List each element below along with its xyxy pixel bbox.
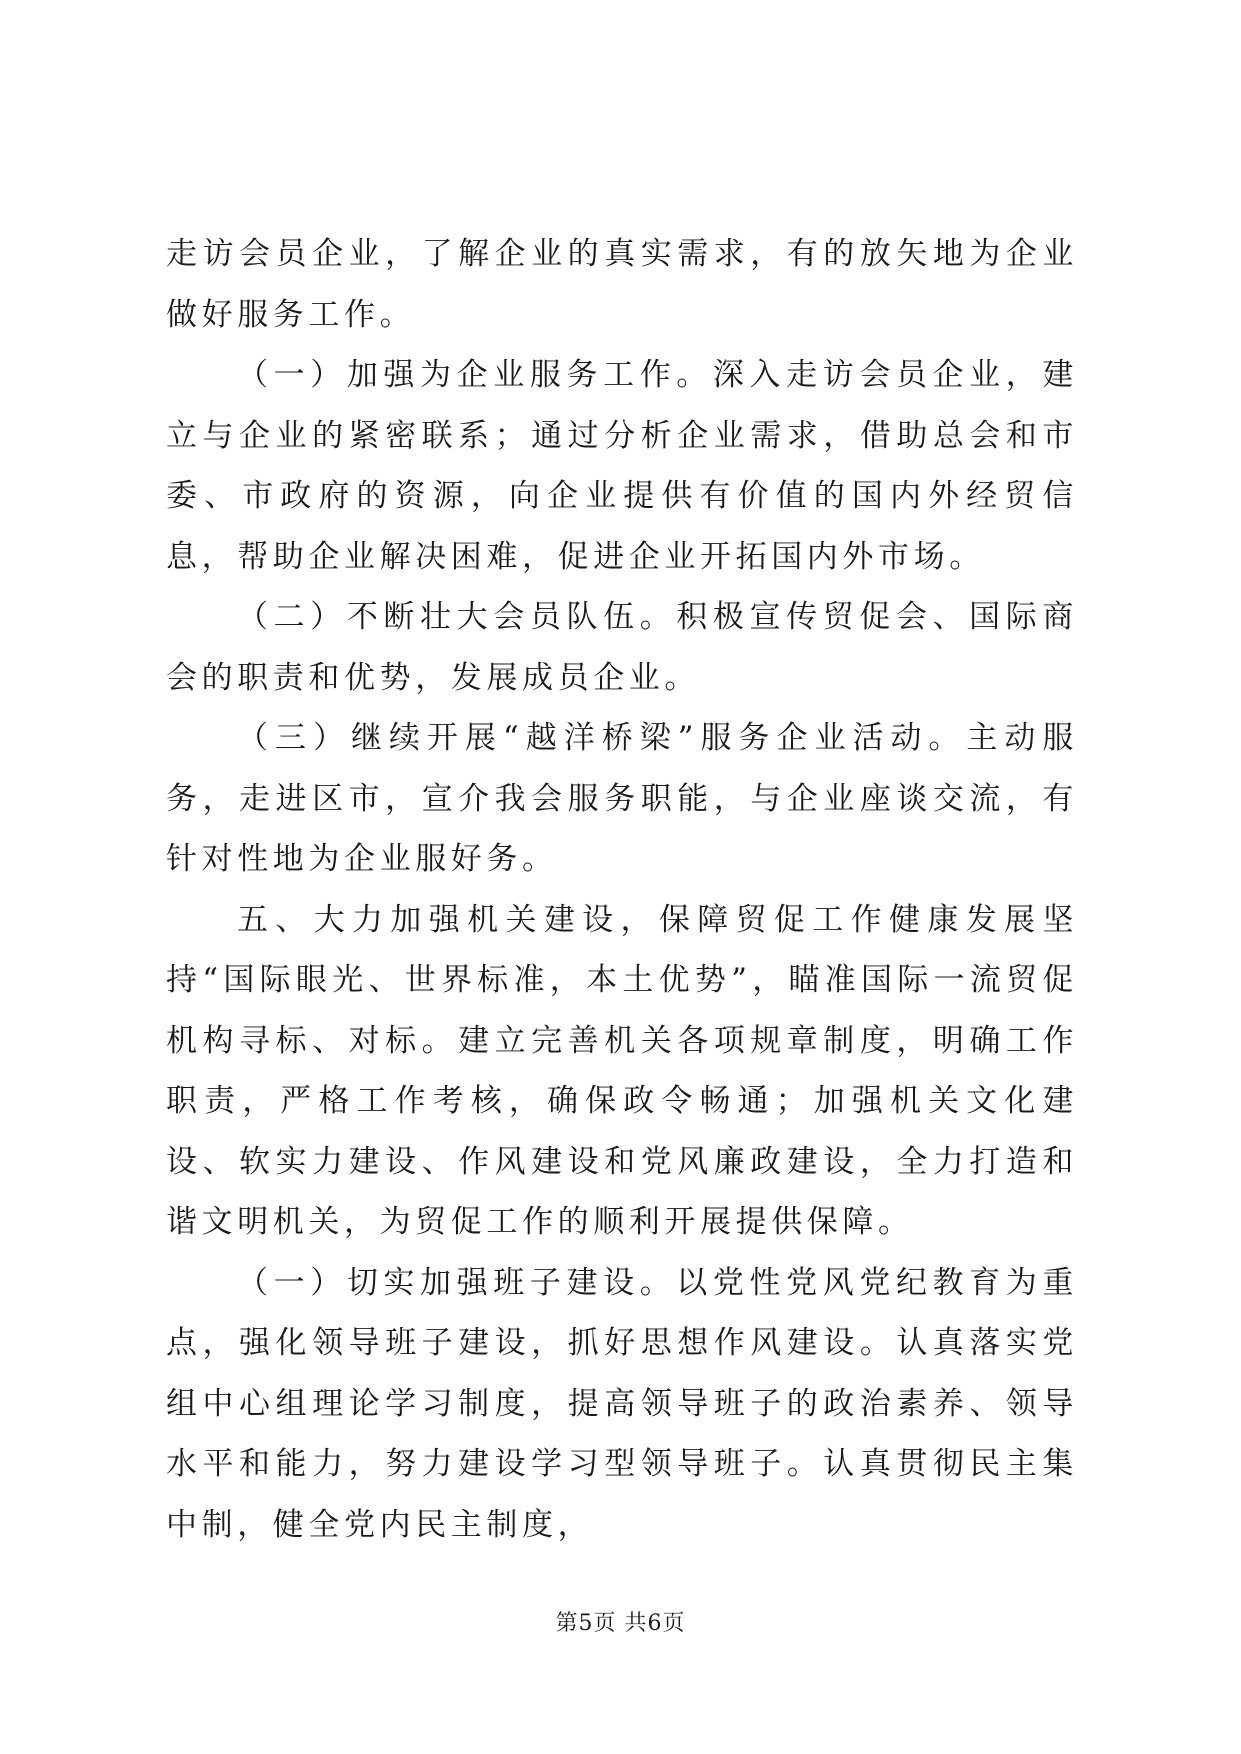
document-body bbox=[166, 224, 1078, 1555]
paragraph-member-growth: （二）不断壮大会员队伍。积极宣传贸促会、国际商会的职责和优势，发展成员企业。 bbox=[166, 599, 1078, 696]
page-footer: 第5页 共6页 bbox=[555, 1611, 686, 1636]
paragraph-continuation: 走访会员企业，了解企业的真实需求，有的放矢地为企业做好服务工作。 bbox=[166, 236, 1078, 333]
paragraph-leadership: （一）切实加强班子建设。以党性党风党纪教育为重点，强化领导班子建设，抓好思想作风建设。认真落实党组中心组理论学习制度，提高领导班子的政治素养、领导水平和能力，努力建设学习型领导班子。认真贯彻民主集中制，健全党内民主制度， bbox=[166, 1264, 1078, 1543]
paragraph-section-five: 五、大力加强机关建设，保障贸促工作健康发展坚持“国际眼光、世界标准，本土优势”，瞄准国际一流贸促机构寻标、对标。建立完善机关各项规章制度，明确工作职责，严格工作考核，确保政令畅通；加强机关文化建设、软实力建设、作风建设和党风廉政建设，全力打造和谐文明机关，为贸促工作的顺利开展提供保障。 bbox=[166, 901, 1078, 1240]
paragraph-service-work: （一）加强为企业服务工作。深入走访会员企业，建立与企业的紧密联系；通过分析企业需求，借助总会和市委、市政府的资源，向企业提供有价值的国内外经贸信息，帮助企业解决困难，促进企业开拓国内外市场。 bbox=[166, 357, 1078, 575]
paragraph-bridge-activity: （三）继续开展“越洋桥梁”服务企业活动。主动服务，走进区市，宣介我会服务职能，与企业座谈交流，有针对性地为企业服好务。 bbox=[166, 720, 1078, 877]
